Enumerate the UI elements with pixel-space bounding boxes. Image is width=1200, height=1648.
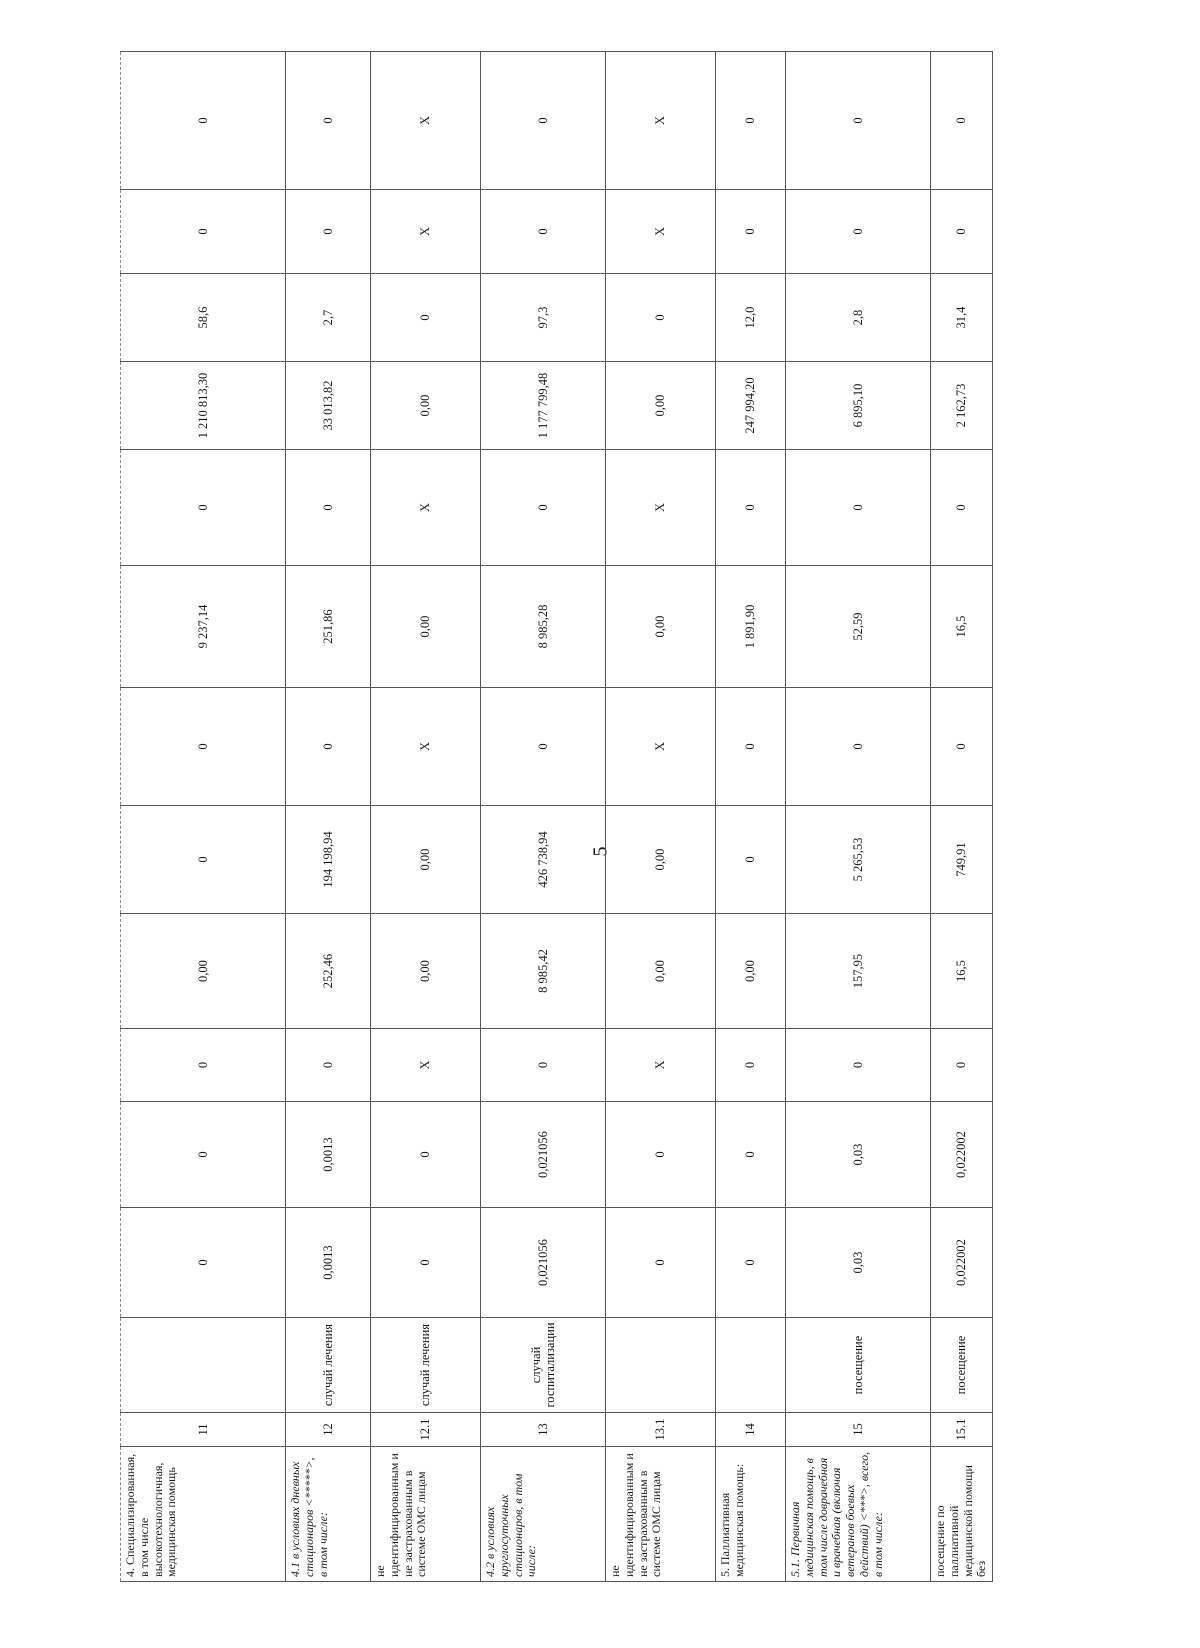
value-cell: 97,3 (481, 274, 606, 362)
value-cell: 0 (481, 450, 606, 566)
row-number-cell: 15 (786, 1413, 931, 1447)
value-cell: 0 (121, 52, 286, 190)
value-cell: 0,03 (786, 1102, 931, 1208)
value-cell: 247 994,20 (716, 362, 786, 450)
value-cell: 0 (286, 688, 371, 806)
value-cell: 0 (931, 1029, 993, 1102)
value-cell: 0 (286, 190, 371, 274)
value-cell: 2 162,73 (931, 362, 993, 450)
value-cell: 6 895,10 (786, 362, 931, 450)
value-cell: 0 (121, 1029, 286, 1102)
rotated-table-container (120, 52, 990, 1582)
value-cell: 9 237,14 (121, 566, 286, 688)
unit-cell: посещение (786, 1318, 931, 1413)
value-cell: X (371, 688, 481, 806)
value-cell: 0 (286, 450, 371, 566)
value-cell: 0 (931, 190, 993, 274)
value-cell: 0 (371, 1102, 481, 1208)
value-cell: 8 985,28 (481, 566, 606, 688)
value-cell: 0 (931, 450, 993, 566)
value-cell: 0 (931, 52, 993, 190)
value-cell: 0,021056 (481, 1102, 606, 1208)
value-cell: 0 (121, 190, 286, 274)
value-cell: 0,0013 (286, 1102, 371, 1208)
unit-cell: посещение (931, 1318, 993, 1413)
value-cell: 0 (371, 274, 481, 362)
row-name-cell: 4. Специализированная, в том числе высокотехнологичная, медицинская помощь (121, 1447, 286, 1582)
unit-cell: случай лечения (371, 1318, 481, 1413)
value-cell: 2,7 (286, 274, 371, 362)
value-cell: 0 (121, 806, 286, 914)
value-cell: 0 (121, 1102, 286, 1208)
value-cell: 1 210 813,30 (121, 362, 286, 450)
value-cell: 0 (606, 1208, 716, 1318)
value-cell: X (606, 190, 716, 274)
value-cell: 0 (786, 190, 931, 274)
value-cell: 52,59 (786, 566, 931, 688)
value-cell: 0 (286, 1029, 371, 1102)
table-row (716, 52, 786, 1582)
value-cell: 1 177 799,48 (481, 362, 606, 450)
table-row (286, 52, 371, 1582)
value-cell: 749,91 (931, 806, 993, 914)
value-cell: 0,00 (716, 914, 786, 1029)
row-name-cell: не идентифицированным и не застрахованным в системе ОМС лицам (606, 1447, 716, 1582)
value-cell: 0,022002 (931, 1102, 993, 1208)
row-number-cell: 13.1 (606, 1413, 716, 1447)
value-cell: X (606, 52, 716, 190)
unit-cell (606, 1318, 716, 1413)
row-name-cell: 4.2 в условиях круглосуточных стационаров, в том числе: (481, 1447, 606, 1582)
value-cell: 5 265,53 (786, 806, 931, 914)
row-number-cell: 13 (481, 1413, 606, 1447)
value-cell: 0 (606, 274, 716, 362)
value-cell: 12,0 (716, 274, 786, 362)
value-cell: 0 (786, 688, 931, 806)
value-cell: 16,5 (931, 914, 993, 1029)
value-cell: 0,00 (371, 914, 481, 1029)
value-cell: 0 (716, 190, 786, 274)
value-cell: 426 738,94 (481, 806, 606, 914)
value-cell: 194 198,94 (286, 806, 371, 914)
value-cell: 0 (716, 688, 786, 806)
value-cell: 0 (931, 688, 993, 806)
value-cell: 252,46 (286, 914, 371, 1029)
value-cell: 0 (716, 1029, 786, 1102)
row-name-cell: 5.1. Первичная медицинская помощь, в том числе доврачебная и врачебная (включая ветеранов боевых действий) <***>, всего, в том числе: (786, 1447, 931, 1582)
row-name-cell: 4.1 в условиях дневных стационаров <*****>, в том числе: (286, 1447, 371, 1582)
value-cell: X (606, 450, 716, 566)
unit-cell: случай лечения (286, 1318, 371, 1413)
value-cell: 0,022002 (931, 1208, 993, 1318)
value-cell: 0 (786, 450, 931, 566)
row-number-cell: 15.1 (931, 1413, 993, 1447)
value-cell: 0 (716, 1102, 786, 1208)
page-number: 5 (589, 846, 612, 857)
value-cell: 0 (371, 1208, 481, 1318)
value-cell: 0,00 (606, 566, 716, 688)
value-cell: 0 (481, 190, 606, 274)
value-cell: 157,95 (786, 914, 931, 1029)
value-cell: 2,8 (786, 274, 931, 362)
value-cell: 1 891,90 (716, 566, 786, 688)
unit-cell (716, 1318, 786, 1413)
value-cell: 0,00 (606, 806, 716, 914)
value-cell: 0 (481, 52, 606, 190)
value-cell: 16,5 (931, 566, 993, 688)
value-cell: X (371, 52, 481, 190)
value-cell: 8 985,42 (481, 914, 606, 1029)
value-cell: 58,6 (121, 274, 286, 362)
value-cell: 0,00 (121, 914, 286, 1029)
value-cell: X (371, 190, 481, 274)
value-cell: X (606, 688, 716, 806)
value-cell: 0 (481, 688, 606, 806)
table-row (481, 52, 606, 1582)
value-cell: 0 (121, 450, 286, 566)
table-row (606, 52, 716, 1582)
row-name-cell: не идентифицированным и не застрахованным в системе ОМС лицам (371, 1447, 481, 1582)
value-cell: 0 (716, 450, 786, 566)
value-cell: X (371, 1029, 481, 1102)
row-number-cell: 11 (121, 1413, 286, 1447)
value-cell: 0 (121, 688, 286, 806)
value-cell: X (606, 1029, 716, 1102)
row-number-cell: 12 (286, 1413, 371, 1447)
value-cell: 0 (121, 1208, 286, 1318)
table-row (786, 52, 931, 1582)
value-cell: 0,00 (371, 362, 481, 450)
value-cell: 0,00 (606, 362, 716, 450)
financing-table (120, 51, 993, 1582)
row-name-cell: посещение по паллиативной медицинской помощи без (931, 1447, 993, 1582)
value-cell: 0 (786, 52, 931, 190)
value-cell: 0 (606, 1102, 716, 1208)
table-row (931, 52, 993, 1582)
value-cell: 31,4 (931, 274, 993, 362)
value-cell: 0,03 (786, 1208, 931, 1318)
value-cell: 0,00 (606, 914, 716, 1029)
value-cell: 0 (716, 52, 786, 190)
value-cell: 0 (481, 1029, 606, 1102)
row-number-cell: 14 (716, 1413, 786, 1447)
unit-cell (121, 1318, 286, 1413)
value-cell: 0,021056 (481, 1208, 606, 1318)
value-cell: X (371, 450, 481, 566)
value-cell: 0 (716, 1208, 786, 1318)
value-cell: 0,00 (371, 566, 481, 688)
row-number-cell: 12.1 (371, 1413, 481, 1447)
value-cell: 0,00 (371, 806, 481, 914)
table-row (121, 52, 286, 1582)
table-row (371, 52, 481, 1582)
row-name-cell: 5. Паллиативная медицинская помощь: (716, 1447, 786, 1582)
value-cell: 0 (286, 52, 371, 190)
value-cell: 0,0013 (286, 1208, 371, 1318)
value-cell: 251,86 (286, 566, 371, 688)
value-cell: 0 (716, 806, 786, 914)
value-cell: 0 (786, 1029, 931, 1102)
unit-cell: случай госпитализации (481, 1318, 606, 1413)
value-cell: 33 013,82 (286, 362, 371, 450)
